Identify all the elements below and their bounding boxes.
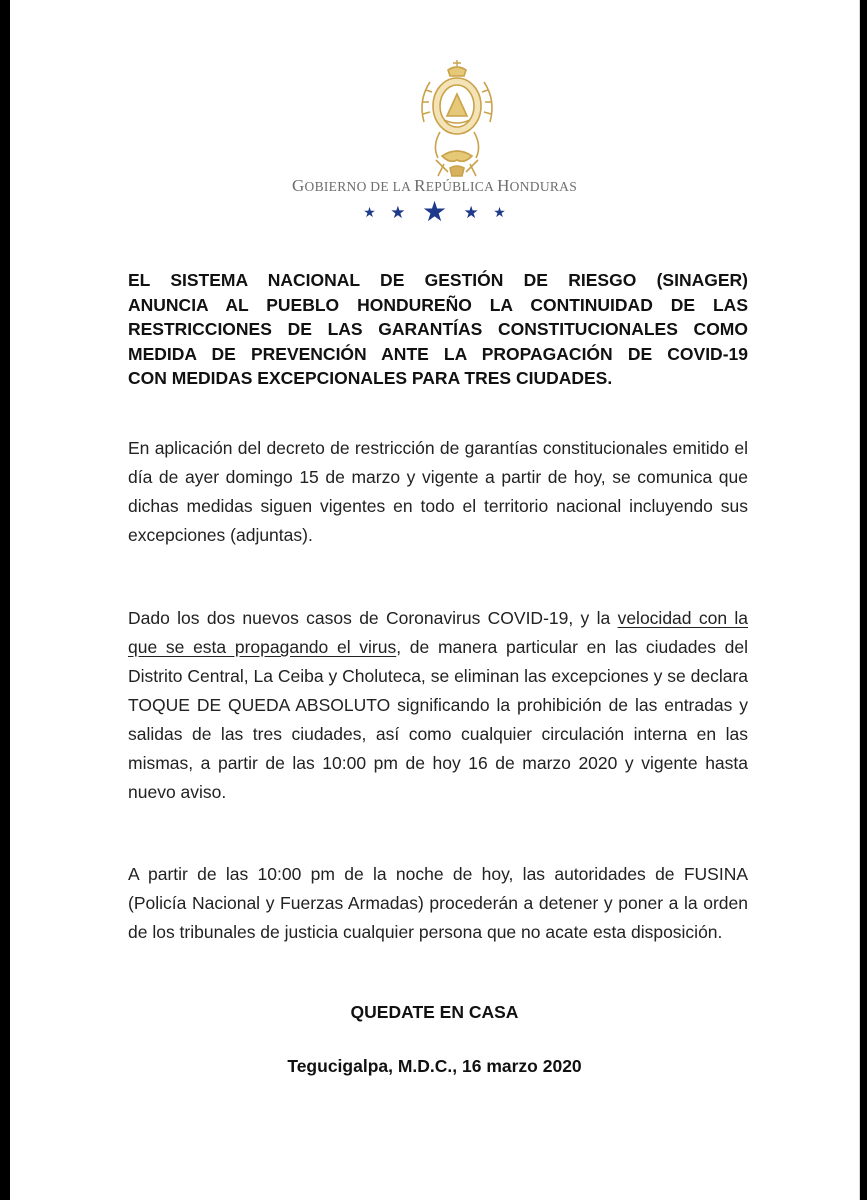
- paragraph-enforcement: A partir de las 10:00 pm de la noche de hoy, las autoridades de FUSINA (Policía Nacional y Fuerzas Armadas) procederán a detener y poner a la orden de los tribunales de justicia cualquier persona que no acate esta disposición.: [128, 864, 748, 942]
- government-name: GOBIERNO DE LA REPÚBLICA HONDURAS: [291, 176, 578, 195]
- paragraph-curfew: Dado los dos nuevos casos de Coronavirus COVID-19, y la velocidad con la que se esta propagando el virus, de manera particular en las ciudades del Distrito Central, La Ceiba y Choluteca, se eliminan las excepciones y se declara TOQUE DE QUEDA ABSOLUTO significando la prohibición de las entradas y salidas de las tres ciudades, así como cualquier circulación interna en las mismas, a partir de las 10:00 pm de hoy 16 de marzo 2020 y vigente hasta nuevo aviso.: [128, 608, 749, 802]
- underlined-phrase: velocidad con la que se esta propagando el virus: [128, 608, 749, 657]
- place-and-date: Tegucigalpa, M.D.C., 16 marzo 2020: [287, 1056, 582, 1076]
- announcement-heading: [128, 268, 748, 391]
- star-icon: ★: [421, 196, 448, 227]
- star-icon: ★: [463, 202, 479, 222]
- document-page: [10, 0, 860, 1200]
- coat-of-arms-icon: [412, 60, 502, 180]
- paragraph-decree: En aplicación del decreto de restricción de garantías constitucionales emitido el día de ayer domingo 15 de marzo y vigente a partir de hoy, se comunica que dichas medidas siguen vigentes en todo el territorio nacional incluyendo sus excepciones (adjuntas).: [128, 438, 748, 545]
- heading-line: ANUNCIA AL PUEBLO HONDUREÑO LA CONTINUIDAD DE LAS: [128, 294, 748, 315]
- heading-line: EL SISTEMA NACIONAL DE GESTIÓN DE RIESGO (SINAGER): [128, 270, 748, 290]
- slogan: QUEDATE EN CASA: [350, 1002, 519, 1022]
- heading-line: MEDIDA DE PREVENCIÓN ANTE LA PROPAGACIÓN DE COVID-19: [128, 343, 748, 364]
- heading-line: RESTRICCIONES DE LAS GARANTÍAS CONSTITUCIONALES COMO: [128, 319, 748, 339]
- star-icon: ★: [493, 204, 506, 220]
- star-icon: ★: [390, 202, 406, 222]
- star-row: [10, 198, 859, 226]
- heading-line: CON MEDIDAS EXCEPCIONALES PARA TRES CIUDADES.: [128, 368, 613, 388]
- star-icon: ★: [363, 204, 376, 220]
